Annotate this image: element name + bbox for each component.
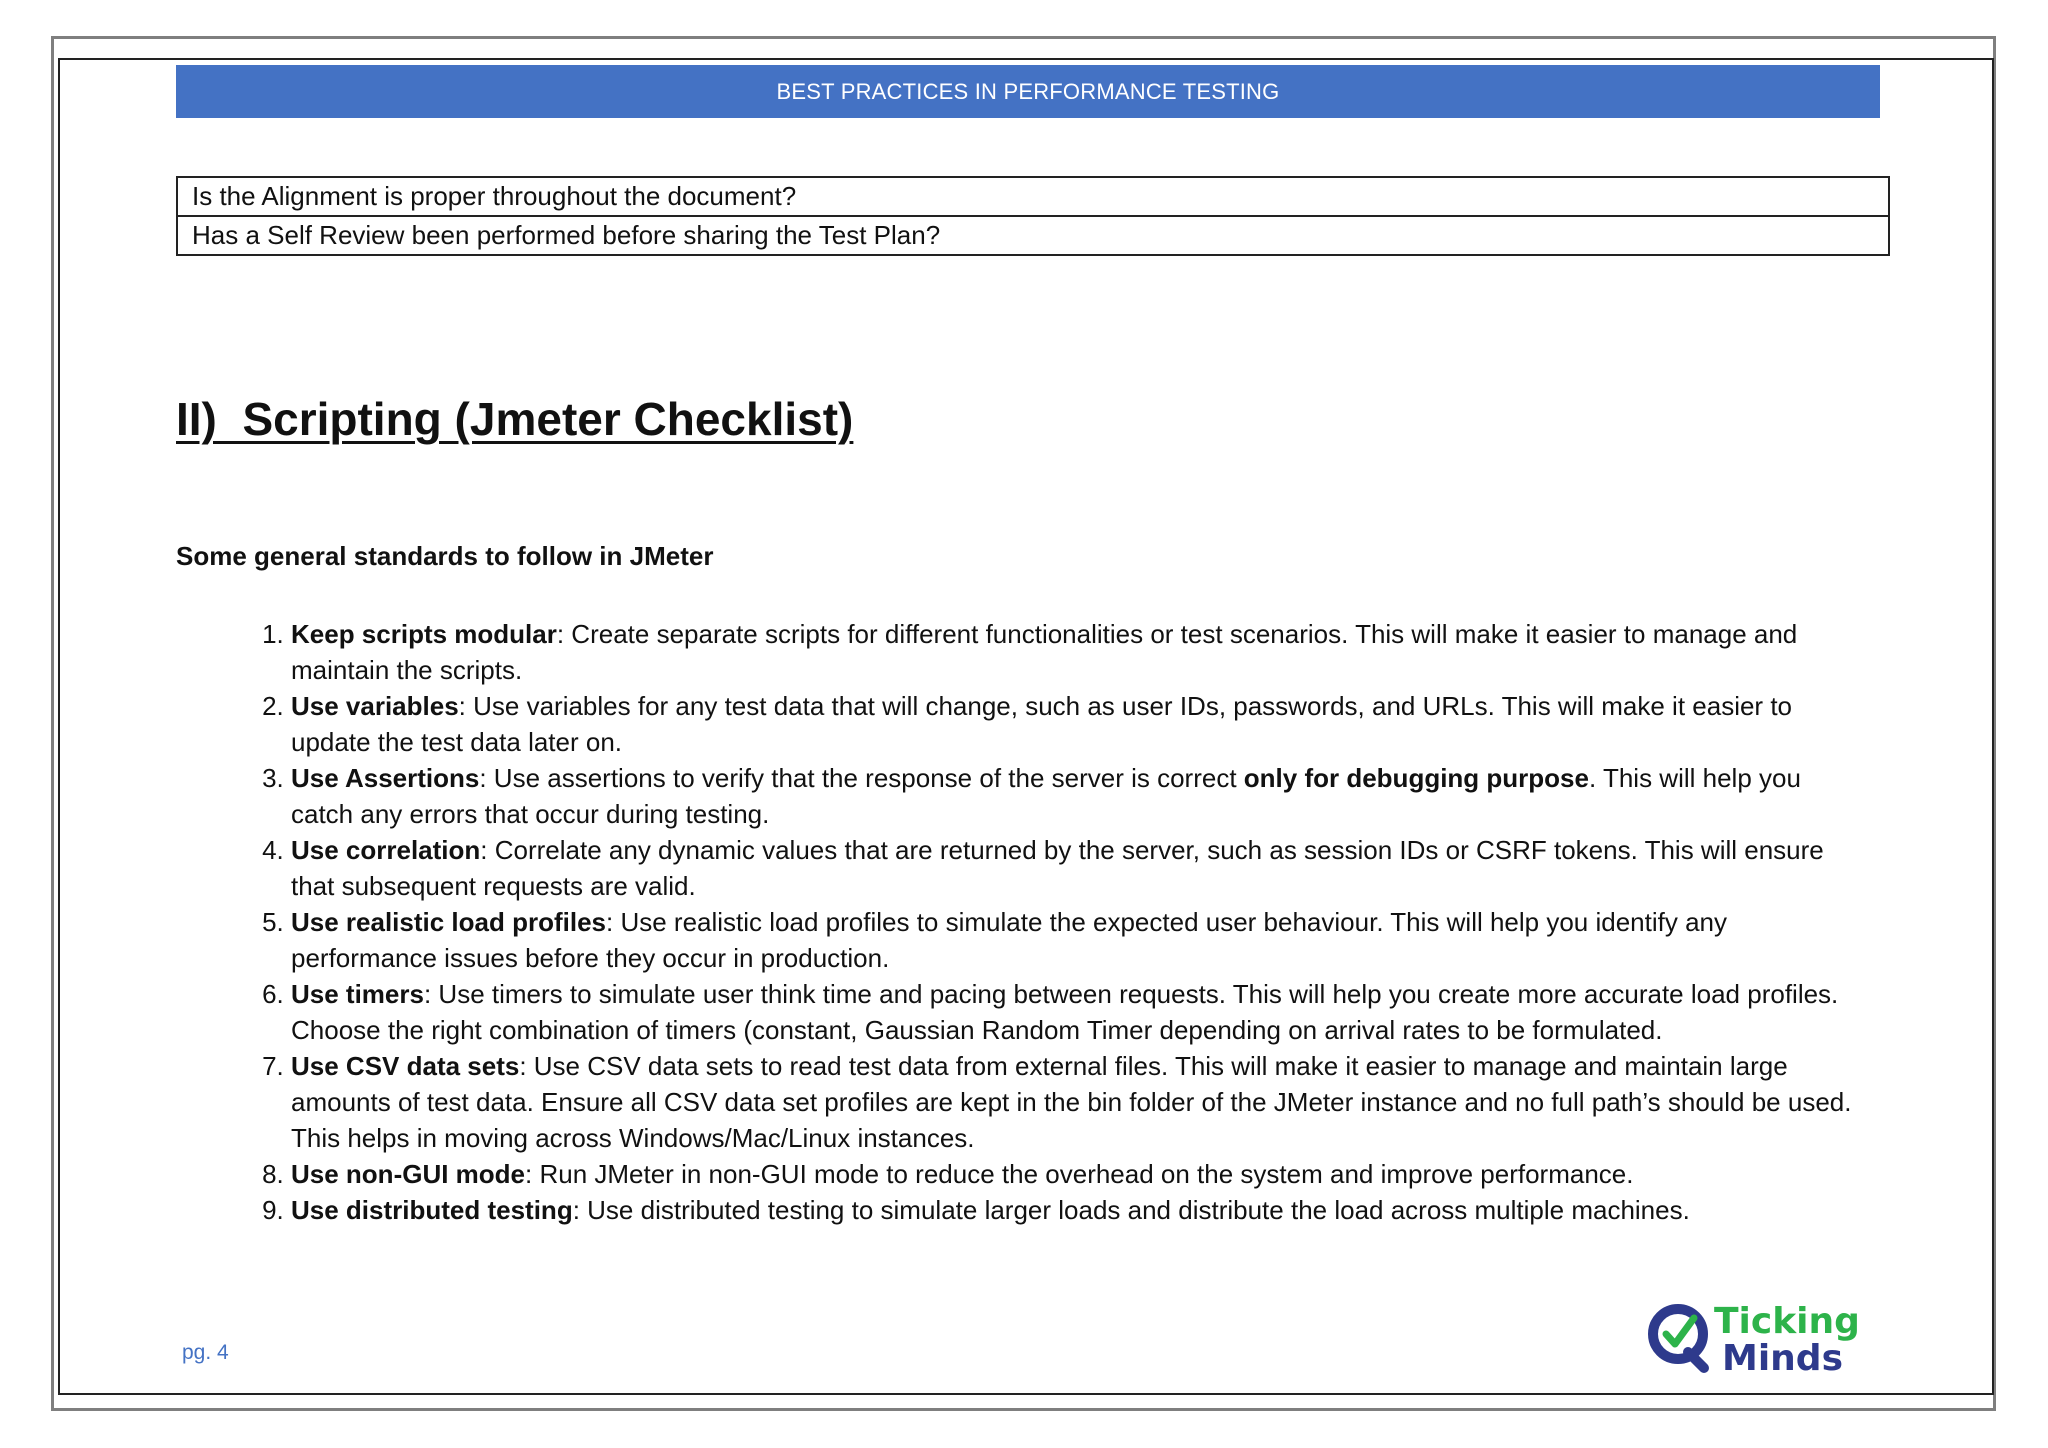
list-item [291, 832, 1865, 904]
list-item-text: : Correlate any dynamic values that are returned by the server, such as session IDs or CSRF tokens. This will ensure that subsequent requests are valid. [291, 835, 1824, 901]
list-item-text: : Use variables for any test data that will change, such as user IDs, passwords, and URLs. This will make it easier to update the test data later on. [291, 691, 1792, 757]
list-item [291, 1156, 1865, 1192]
list-item-term: Use correlation [291, 835, 481, 865]
document-header-title: BEST PRACTICES IN PERFORMANCE TESTING [776, 78, 1280, 104]
logo-check-icon [1666, 1318, 1694, 1344]
review-checklist-table [176, 176, 1890, 256]
list-item-text: : Use CSV data sets to read test data from external files. This will make it easier to manage and maintain large amounts of test data. Ensure all CSV data set profiles are kept in the bin folder of the JMeter instance and no full path’s should be used. This helps in moving across Windows/Mac/Linux instances. [291, 1051, 1852, 1153]
list-item-text: : Use assertions to verify that the response of the server is correct [479, 763, 1244, 793]
logo-text-minds: Minds [1722, 1338, 1843, 1376]
list-item [291, 616, 1865, 688]
page-number: pg. 4 [182, 1341, 229, 1364]
list-item-text: : Use realistic load profiles to simulate the expected user behaviour. This will help you identify any performance issues before they occur in production. [291, 907, 1728, 973]
list-item-term: Use timers [291, 979, 424, 1009]
list-item [291, 904, 1865, 976]
list-item-term: Use Assertions [291, 763, 480, 793]
table-cell: Has a Self Review been performed before sharing the Test Plan? [177, 216, 1889, 255]
list-item-term: Use variables [291, 691, 459, 721]
section-title: II) Scripting (Jmeter Checklist) [176, 393, 854, 445]
list-item-term: Keep scripts modular [291, 619, 557, 649]
table-cell: Is the Alignment is proper throughout the document? [177, 177, 1889, 216]
list-item [291, 1192, 1865, 1228]
list-item [291, 760, 1865, 832]
list-item-text-after: . This will help you catch any errors that occur during testing. [291, 763, 1801, 829]
list-item-emphasis: only for debugging purpose [1243, 763, 1589, 793]
list-item-term: Use distributed testing [291, 1195, 573, 1225]
standards-list [220, 616, 1865, 1228]
list-item-text: : Create separate scripts for different functionalities or test scenarios. This will make it easier to manage and maintain the scripts. [291, 619, 1798, 685]
logo-text-ticking: Ticking [1714, 1301, 1860, 1342]
section-subheading: Some general standards to follow in JMeter [176, 541, 714, 571]
list-item-text: : Use timers to simulate user think time and pacing between requests. This will help you create more accurate load profiles. Choose the right combination of timers (constant, Gaussian Random Timer depending on arrival rates to be formulated. [291, 979, 1839, 1045]
list-item [291, 688, 1865, 760]
list-item [291, 976, 1865, 1048]
list-item-text: : Use distributed testing to simulate larger loads and distribute the load across multiple machines. [572, 1195, 1690, 1225]
list-item-term: Use CSV data sets [291, 1051, 520, 1081]
list-item-text: : Run JMeter in non-GUI mode to reduce the overhead on the system and improve performance. [525, 1159, 1634, 1189]
list-item [291, 1048, 1865, 1156]
ticking-minds-logo [1644, 1296, 1884, 1376]
document-header [176, 65, 1880, 118]
table-row [177, 177, 1889, 216]
list-item-term: Use non-GUI mode [291, 1159, 526, 1189]
logo-q-icon [1653, 1309, 1704, 1368]
list-item-term: Use realistic load profiles [291, 907, 607, 937]
table-row [177, 216, 1889, 255]
